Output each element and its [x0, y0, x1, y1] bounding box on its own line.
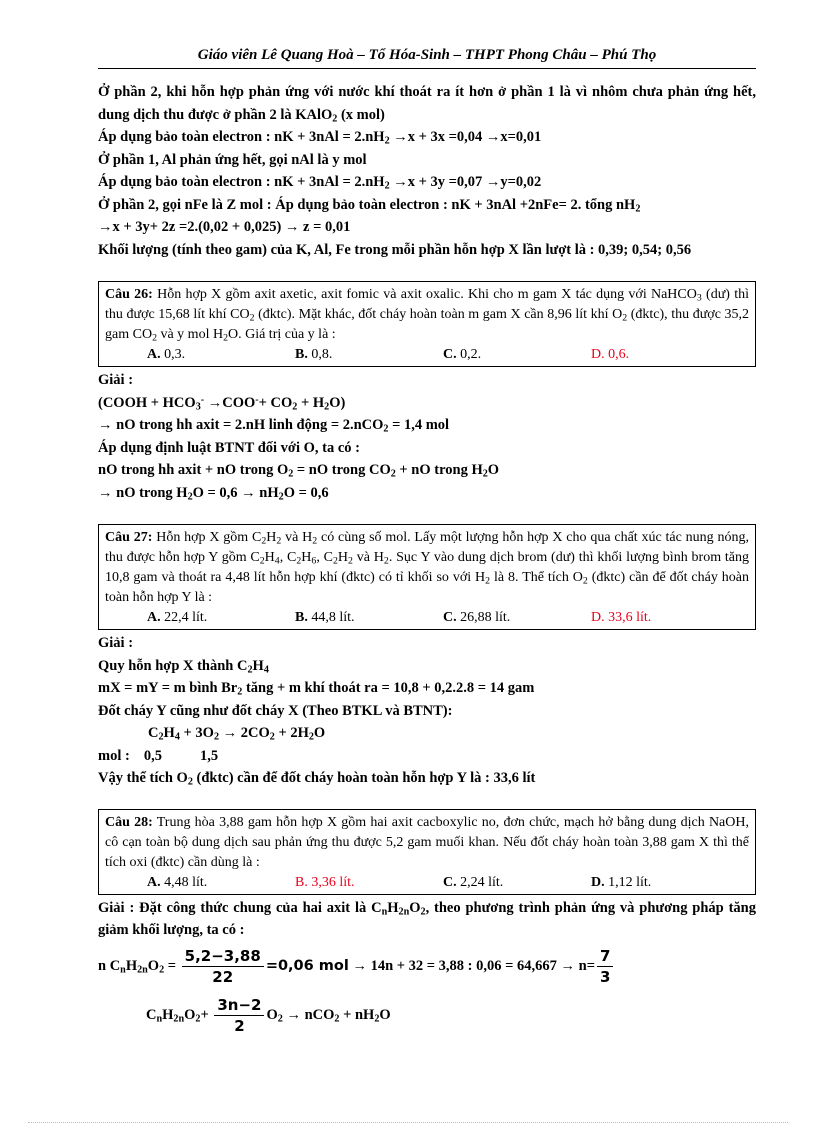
- option-c[interactable]: C. 26,88 lít.: [443, 610, 511, 625]
- option-c[interactable]: C. 0,2.: [443, 347, 482, 362]
- intro-paragraph-2: Áp dụng bảo toàn electron : nK + $3nAl = 2.nH_2 \to x + 3x =0,04 \to x=0,01$: [98, 129, 542, 147]
- intro-paragraph-1: Ở phần 2, khi hỗn hợp phản ứng với nước khí thoát ra ít hơn ở phần 1 là vì nhôm chưa phản ứng hết, dung dịch thu được ở phần 2 là KAlO$_2$ (x mol): [98, 84, 756, 125]
- question-26-text: Câu 26: Hỗn hợp X gồm axit axetic, axit fomic và axit oxalic. Khi cho m gam X tác dụng với NaHCO$_3$ (dư) thì thu được 15,68 lít khí $CO_2$ (đktc). Mặt khác, đốt cháy hoàn toàn m gam X cần 8,96 lít khí $O_2$ (đktc), thu được 35,2 gam $CO_2$ và y mol $H_2O$. Giá trị của y là :: [105, 287, 749, 344]
- option-a[interactable]: A. 4,48 lít.: [147, 874, 208, 890]
- solution-26-line-2: → nO trong hh axit = 2.nH linh động = 2.nCO$_2$ = 1,4 mol: [98, 417, 450, 435]
- solution-28-intro: Giải : Đặt công thức chung của hai axit là $C_nH_{2n}O_2$, theo phương trình phản ứng và phương pháp tăng giảm khối lượng, ta có :: [98, 899, 756, 938]
- option-c[interactable]: C. 2,24 lít.: [443, 874, 504, 890]
- fraction-oxygen-coefficient: $\frac{3n-2}{2}$: [214, 995, 264, 1036]
- solution-26-line-1: (COOH + $HCO_3^- \to COO^-+ CO_2 + H_2O$): [98, 393, 346, 413]
- question-27-options: [105, 608, 749, 628]
- question-27-box: [98, 524, 756, 630]
- solution-27-conclusion: Vậy thể tích $O_2$ (đktc) cần để đốt cháy hoàn toàn hỗn hợp Y là : 33,6 lít: [98, 770, 536, 788]
- solution-27-mol-line: mol : 0,5 1,5: [98, 747, 219, 764]
- solution-26-title: Giải :: [98, 372, 134, 388]
- solution-27-line-2: mX = mY = m bình $Br_2$ tăng + m khí thoát ra = 10,8 + 0,2.2.8 = 14 gam: [98, 680, 535, 698]
- intro-paragraph-3: Ở phần 1, Al phản ứng hết, gọi nAl là y mol: [98, 151, 367, 168]
- intro-paragraph-6: →x + 3y+ 2z =2.(0,02 + 0,025) → z = 0,01: [98, 219, 351, 235]
- solution-26-line-5: → nO trong $H_2O = 0,6 \to nH_2O = 0,6$: [98, 484, 329, 503]
- option-a[interactable]: A. 22,4 lít.: [147, 610, 208, 625]
- question-27-text: Câu 27: Hỗn hợp X gồm $C_2H_2$ và $H_2$ có cùng số mol. Lấy một lượng hỗn hợp X cho qua chất xúc tác nung nóng, thu được hỗn hợp Y gồm $C_2H_4$, $C_2H_6$, $C_2H_2$ và $H_2$. Sục Y vào dung dịch brom (dư) thì khối lượng bình brom tăng 10,8 gam và thoát ra 4,48 lít hỗn hợp khí (đktc) có tỉ khối so với $H_2$ là 8. Thể tích $O_2$ (đktc) cần để đốt cháy hoàn toàn hỗn hợp Y là :: [105, 530, 750, 605]
- question-28-text: Câu 28: Trung hòa 3,88 gam hỗn hợp X gồm hai axit cacboxylic no, đơn chức, mạch hở bằng dung dịch NaOH, cô cạn toàn bộ dung dịch sau phản ứng thu được 5,2 gam muối khan. Nếu đốt cháy hoàn toàn 3,88 gam X thì thể tích oxi (đktc) cần dùng là :: [105, 814, 749, 870]
- header-rule: [98, 68, 756, 69]
- intro-paragraph-7: Khối lượng (tính theo gam) của K, Al, Fe trong mỗi phần hỗn hợp X lần lượt là : 0,39; 0,54; 0,56: [98, 241, 692, 258]
- intro-paragraph-5: Ở phần 2, gọi nFe là Z mol : Áp dụng bảo toàn electron : nK + 3nAl +2nFe= 2. tổng $nH_2$: [98, 196, 641, 215]
- fraction-mass-difference: $\frac{5,2-3,88}{22}$: [182, 946, 264, 987]
- solution-26-line-3: Áp dụng định luật BTNT đối với O, ta có :: [98, 439, 360, 456]
- option-d[interactable]: D. 1,12 lít.: [591, 874, 652, 890]
- option-a[interactable]: A. 0,3.: [147, 347, 186, 362]
- question-26-box: [98, 281, 756, 367]
- option-d-correct[interactable]: D. 33,6 lít.: [591, 610, 652, 625]
- solution-28-equation-2: $C_nH_{2n}O_2+$ $\frac{3n-2}{2}$ $O_2 \to nCO_2 + nH_2O$: [146, 995, 391, 1035]
- question-28-box: [98, 809, 756, 895]
- solution-28-equation-1: n $C_nH_{2n}O_2$ = $\frac{5,2-3,88}{22}$ =0,06 mol → 14n + 32 = 3,88 : 0,06 = 64,667 → n= $\frac{7}{3}$: [98, 946, 756, 987]
- question-28-options: [105, 873, 749, 893]
- page-header: Giáo viên Lê Quang Hoà – Tổ Hóa-Sinh – THPT Phong Châu – Phú Thọ: [197, 47, 657, 63]
- fraction-n-value: $\frac{7}{3}$: [597, 946, 613, 987]
- solution-27-equation: $C_2H_4 + 3O_2 \to 2CO_2 + 2H_2O$: [148, 725, 326, 743]
- solution-27-title: Giải :: [98, 635, 134, 651]
- option-b[interactable]: B. 0,8.: [295, 347, 333, 362]
- solution-27-line-1: Quy hỗn hợp X thành $C_2H_4$: [98, 657, 269, 676]
- option-b-correct[interactable]: B. 3,36 lít.: [295, 874, 355, 890]
- option-b[interactable]: B. 44,8 lít.: [295, 610, 355, 625]
- intro-paragraph-4: Áp dụng bảo toàn electron : nK + $3nAl = 2.nH_2 \to x + 3y =0,07 \to y=0,02$: [98, 174, 542, 192]
- solution-27-line-3: Đốt cháy Y cũng như đốt cháy X (Theo BTKL và BTNT):: [98, 702, 453, 719]
- question-26-options: [105, 345, 749, 365]
- solution-26-line-4: nO trong hh axit + nO trong $O_2$ = nO trong $CO_2$ + nO trong $H_2O$: [98, 462, 500, 480]
- page-content: [98, 81, 756, 1036]
- option-d-correct[interactable]: D. 0,6.: [591, 347, 630, 362]
